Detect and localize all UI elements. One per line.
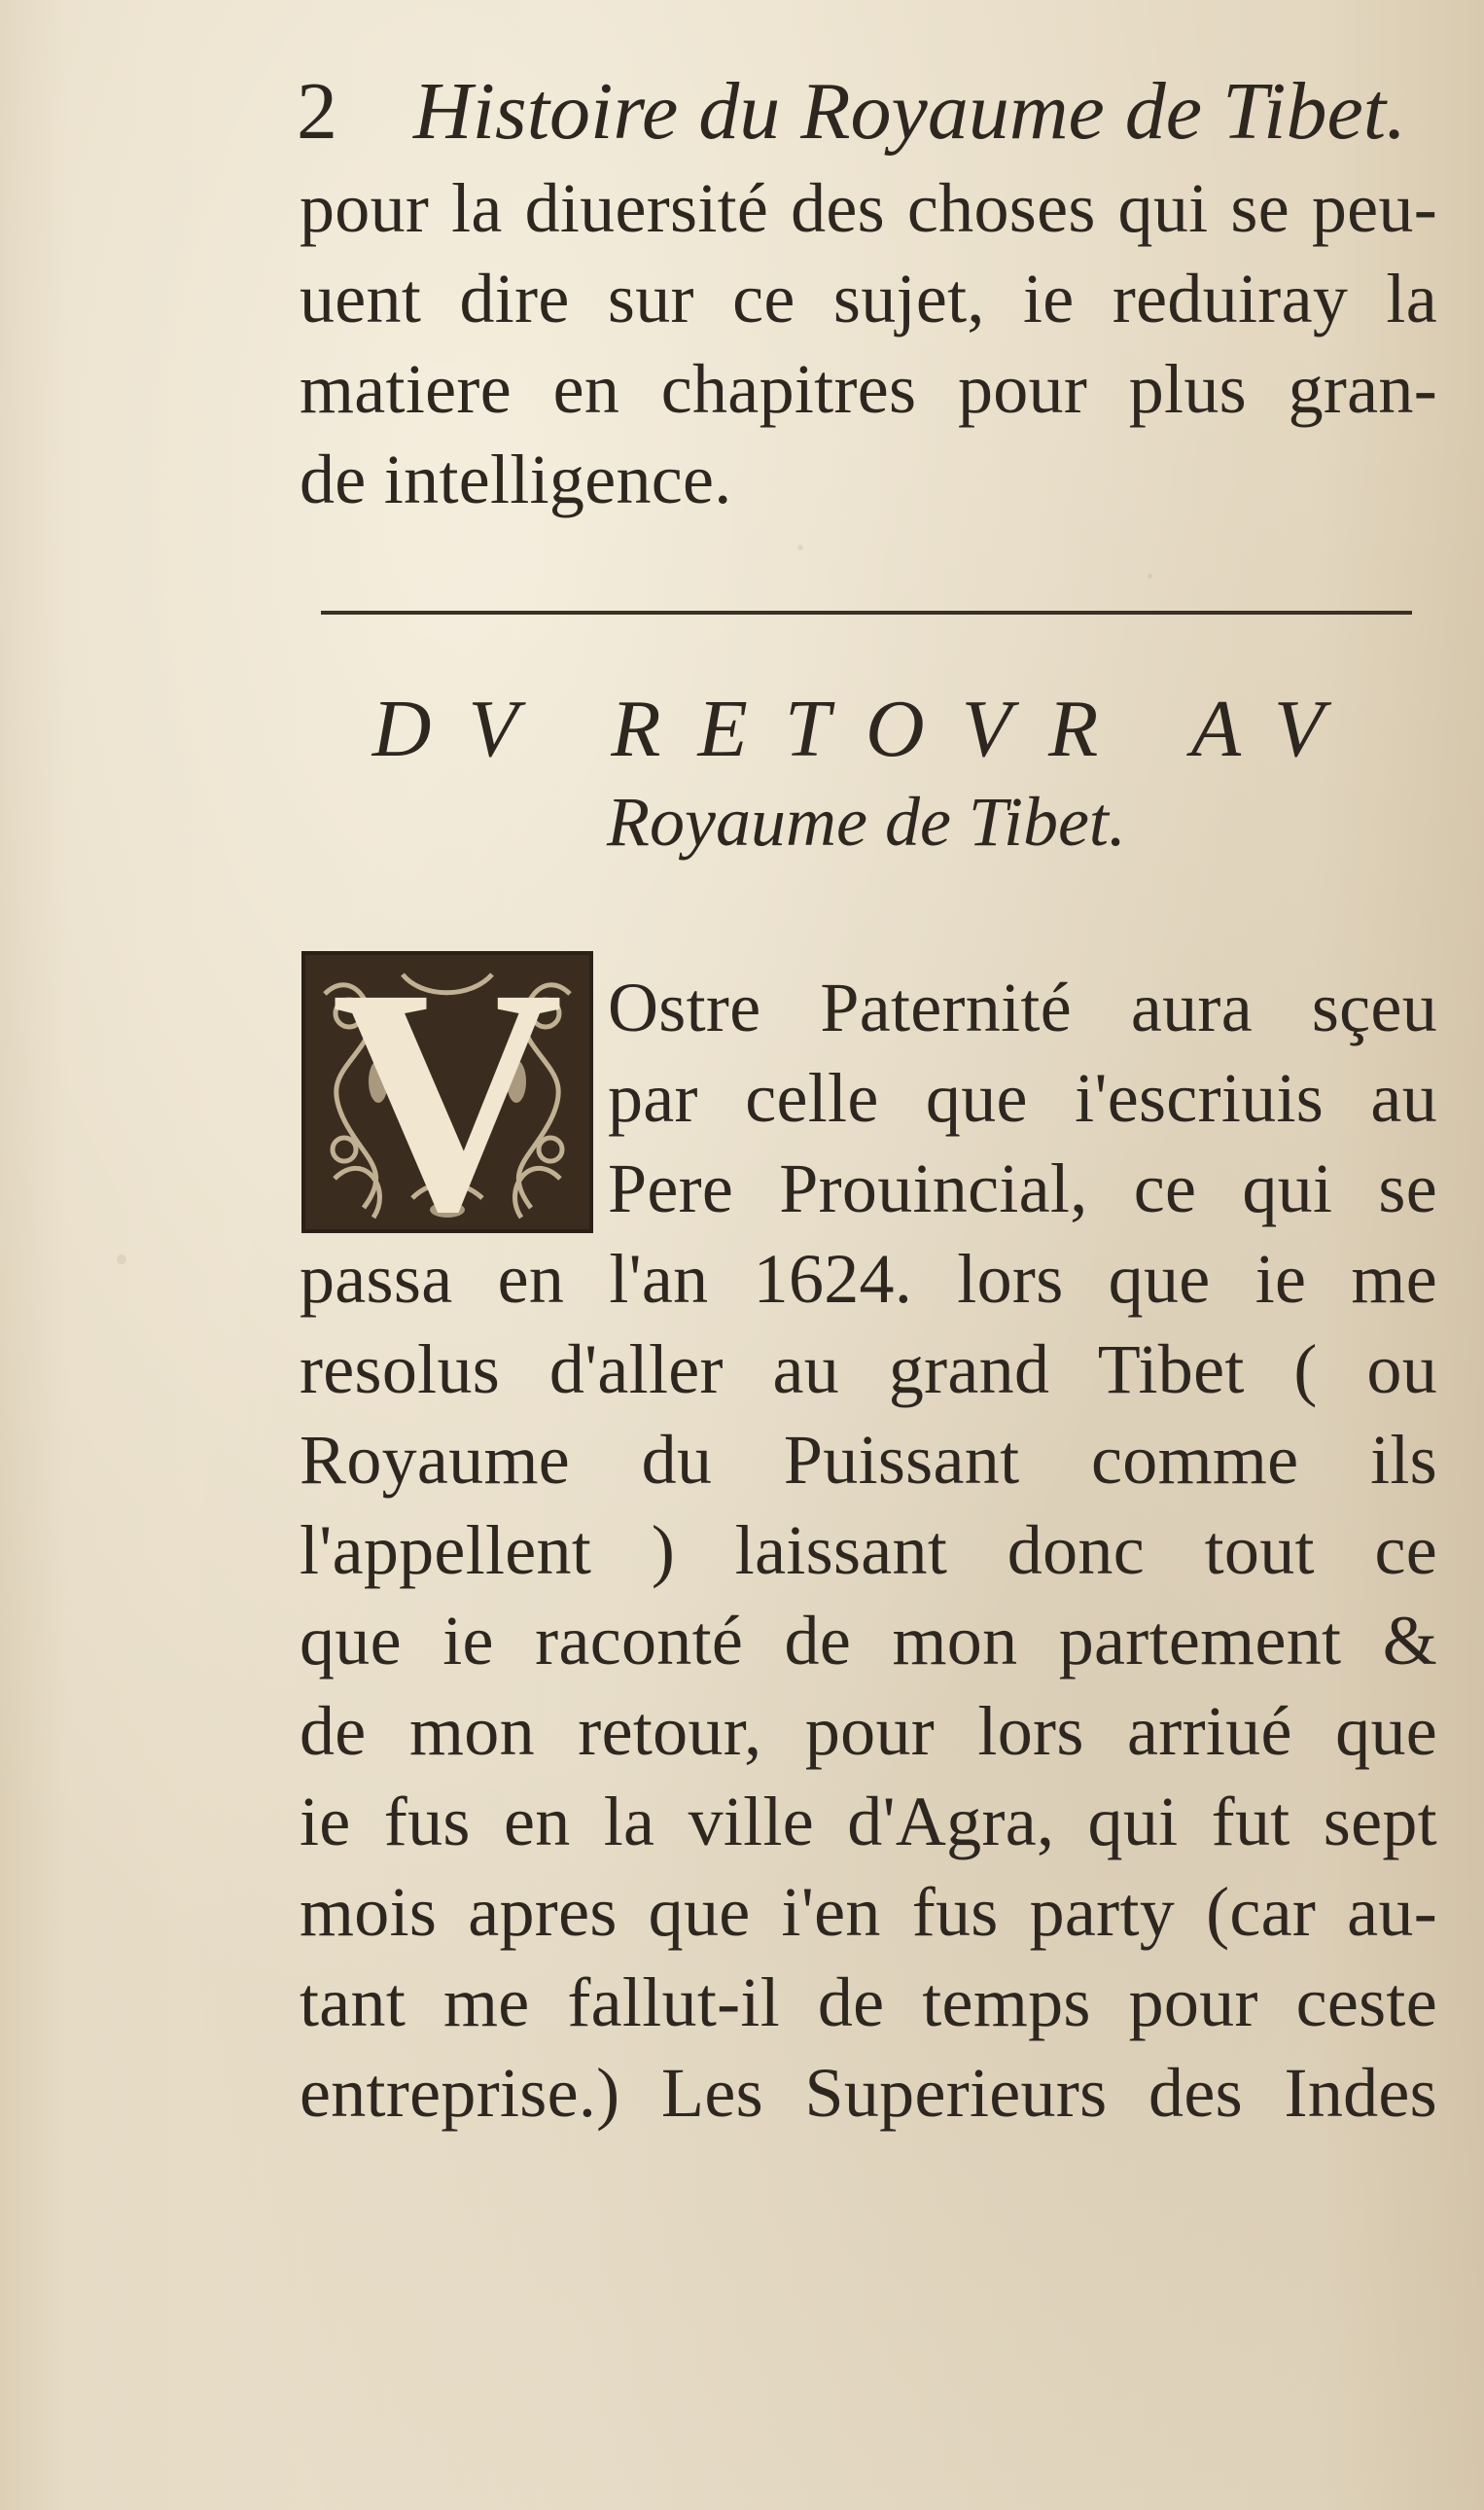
ornamental-drop-cap	[301, 923, 593, 1278]
page-number: 2	[297, 66, 337, 157]
main-paragraph	[300, 1234, 1437, 2139]
text-line: l'appellent ) laissant donc tout ce	[300, 1511, 1437, 1589]
running-header	[297, 58, 1444, 165]
foxing-spot	[117, 1255, 126, 1264]
text-line: passa en l'an 1624. lors que ie me	[300, 1240, 1437, 1318]
text-line: de intelligence.	[300, 441, 732, 518]
opening-lines	[608, 963, 1437, 1234]
chapter-title: DV RETOVR AV	[371, 684, 1361, 774]
text-line: entreprise.) Les Superieurs des Indes	[300, 2054, 1437, 2132]
text-line: de mon retour, pour lors arriué que	[300, 1692, 1437, 1770]
chapter-divider-rule	[321, 611, 1412, 615]
text-line: mois apres que i'en fus party (car au-	[300, 1873, 1437, 1951]
foxing-spot	[797, 545, 803, 550]
text-line: Ostre Paternité aura sçeu	[608, 969, 1437, 1046]
text-line: pour la diuersité des choses qui se peu-	[300, 169, 1437, 247]
continuation-paragraph	[300, 163, 1437, 525]
text-line: uent dire sur ce sujet, ie reduiray la	[300, 260, 1437, 337]
foxing-spot	[1148, 574, 1152, 579]
chapter-subtitle: Royaume de Tibet.	[607, 783, 1126, 861]
text-line: Royaume du Puissant comme ils	[300, 1421, 1437, 1499]
text-line: par celle que i'escriuis au	[608, 1059, 1437, 1137]
text-line: que ie raconté de mon partement &	[300, 1602, 1437, 1679]
text-line: tant me fallut-il de temps pour ceste	[300, 1963, 1437, 2041]
text-line: Pere Prouincial, ce qui se	[608, 1149, 1437, 1227]
text-line: ie fus en la ville d'Agra, qui fut sept	[300, 1783, 1437, 1860]
running-title: Histoire du Royaume de Tibet.	[413, 66, 1407, 157]
text-line: resolus d'aller au grand Tibet ( ou	[300, 1330, 1437, 1408]
text-line: matiere en chapitres pour plus gran-	[300, 350, 1437, 428]
drop-cap-letter: V	[331, 923, 564, 1278]
